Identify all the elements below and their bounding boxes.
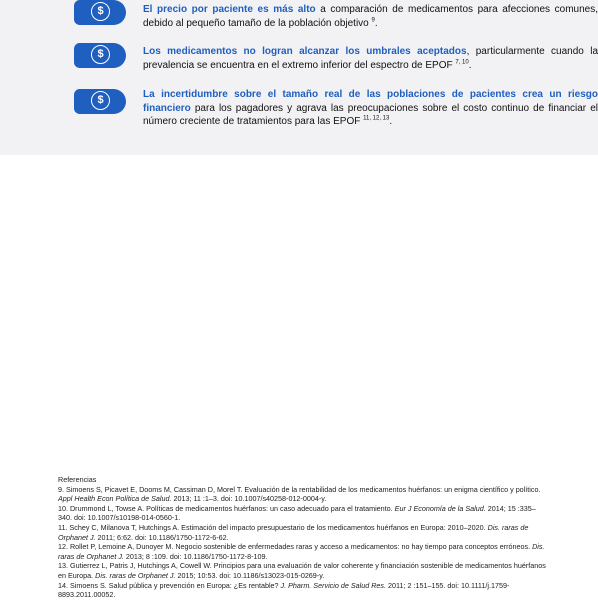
reference-details: 2011; 2 :151–155. doi: 10.1111/j.1759-8893.2011.00052. — [58, 580, 510, 600]
reference-details: 2011; 6:62. doi: 10.1186/1750-1172-6-62. — [95, 532, 229, 542]
reference-details: 2013; 11 :1–3. doi: 10.1007/s40258-012-0004-y. — [171, 494, 327, 504]
reference-text: 11. Schey C, Milanova T, Hutchings A. Estimación del impacto presupuestario de los medicamentos huérfanos en Europa: 2010–2020. — [58, 522, 488, 532]
highlight-item-2-end: . — [468, 59, 472, 71]
reference-journal: Dis. raras de Orphanet J. — [58, 542, 545, 561]
reference-text: 9. Simoens S, Picavet E, Dooms M, Cassiman D, Morel T. Evaluación de la rentabilidad de los medicamentos huérfanos: un enigma científico y político. — [58, 484, 541, 494]
reference-item — [58, 485, 546, 504]
references-section — [58, 475, 546, 600]
reference-text: 14. Simoens S. Salud pública y prevención en Europa: ¿Es rentable? — [58, 580, 281, 590]
reference-details: 2015; 10:53. doi: 10.1186/s13023-015-0269-y. — [175, 570, 325, 580]
highlight-item-1-text: a comparación de medicamentos para afecciones comunes, debido al pequeño tamaño de la población objetivo — [143, 4, 598, 29]
reference-journal: Eur J Economía de la Salud. — [394, 503, 486, 513]
highlights-panel — [0, 0, 598, 155]
highlight-item-1-ref: 9 — [371, 17, 375, 24]
reference-journal: Dis. raras de Orphanet J. — [58, 522, 529, 542]
highlight-item-3-ref: 11, 12, 13 — [363, 115, 390, 122]
reference-journal: Dis. raras de Orphanet J. — [95, 570, 176, 580]
dollar-coin-icon: $ — [74, 0, 126, 25]
reference-text: 10. Drummond L, Towse A. Políticas de medicamentos huérfanos: un caso adecuado para el tratamiento. — [58, 503, 395, 513]
reference-item — [58, 581, 546, 600]
reference-item — [58, 561, 546, 580]
highlight-item-2-lead: Los medicamentos no logran alcanzar los umbrales aceptados — [143, 46, 467, 57]
highlight-item-2-ref: 7, 10 — [455, 59, 469, 66]
highlight-item-1-end: . — [374, 17, 378, 29]
dollar-coin-icon: $ — [74, 43, 126, 68]
reference-item — [58, 523, 546, 542]
reference-item — [58, 542, 546, 561]
reference-details: 2014; 15 :335–340. doi: 10.1007/s10198-014-0560-1. — [58, 503, 536, 523]
highlight-item-3-text: para los pagadores y agrava las preocupaciones sobre el costo continuo de financiar el número creciente de tratamientos para las EPOF — [143, 102, 598, 127]
highlight-item-1-lead: El precio por paciente es más alto — [143, 4, 316, 15]
reference-journal: J. Pharm. Servicio de Salud Res. — [280, 580, 387, 590]
reference-text: 13. Gutierrez L, Patris J, Hutchings A, Cowell W. Principios para una evaluación de valor coherente y financiación sostenible de medicamentos huérfanos en Europa. — [58, 561, 546, 580]
highlight-item-1 — [143, 3, 598, 30]
references-heading: Referencias — [58, 475, 97, 484]
highlight-item-3-lead: La incertidumbre sobre el tamaño real de las poblaciones de pacientes crea un riesgo financiero — [143, 89, 598, 114]
reference-item — [58, 504, 546, 523]
highlight-item-3-end: . — [389, 116, 393, 127]
reference-journal: Appl Health Econ Política de Salud. — [58, 494, 172, 504]
dollar-coin-icon: $ — [74, 89, 126, 114]
highlight-item-2-text: , particularmente cuando la prevalencia se encuentra en el extremo inferior del espectro de EPOF — [143, 46, 598, 71]
reference-details: 2013; 8 :109. doi: 10.1186/1750-1172-8-109. — [123, 551, 268, 561]
highlight-item-3 — [143, 88, 598, 129]
highlight-item-2 — [143, 45, 598, 72]
reference-text: 12. Rollet P, Lemoine A, Dunoyer M. Negocio sostenible de enfermedades raras y acceso a medicamentos: no hay tiempo para conceptos erróneos. — [58, 542, 533, 552]
